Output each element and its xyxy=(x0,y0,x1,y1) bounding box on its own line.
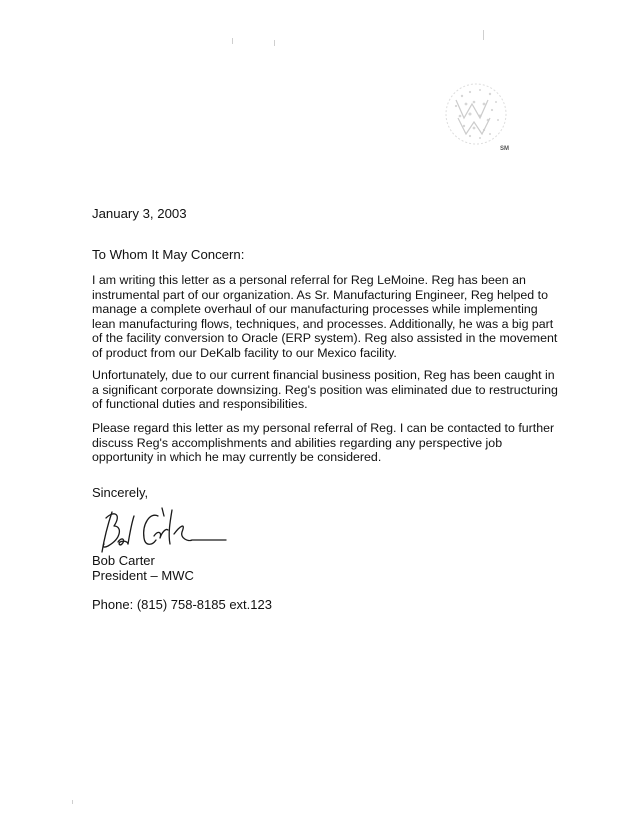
scan-speck xyxy=(72,800,73,804)
body-paragraph-3: Please regard this letter as my personal referral of Reg. I can be contacted to further discuss Reg's accomplishments and abilities regarding any perspective job opportunity in which he may currently be considered. xyxy=(92,421,555,465)
handwritten-signature-icon xyxy=(92,500,232,560)
body-paragraph-1: I am writing this letter as a personal referral for Reg LeMoine. Reg has been an instrumental part of our organization. As Sr. Manufacturing Engineer, Reg helped to manage a complete overhaul of our manufacturing processes while implementing lean manufacturing flows, techniques, and processes. Additionally, he was a big part of the facility conversion to Oracle (ERP system). Reg also assisted in the movement of product from our DeKalb facility to our Mexico facility. xyxy=(92,273,558,360)
scan-speck xyxy=(483,30,484,40)
body-paragraph-2: Unfortunately, due to our current financial business position, Reg has been caught in a significant corporate downsizing. Reg's position was eliminated due to restructuring of functional duties and responsibilities. xyxy=(92,368,558,412)
company-logo xyxy=(440,78,524,158)
closing: Sincerely, xyxy=(92,485,149,500)
signer-name: Bob Carter xyxy=(92,553,155,568)
scan-speck xyxy=(274,40,275,46)
signature xyxy=(92,500,232,560)
mwc-logo-icon xyxy=(440,78,524,158)
signer-title: President – MWC xyxy=(92,568,194,583)
scan-speck xyxy=(232,38,233,44)
letter-date: January 3, 2003 xyxy=(92,206,187,221)
phone-number: Phone: (815) 758-8185 ext.123 xyxy=(92,597,272,612)
salutation: To Whom It May Concern: xyxy=(92,247,245,262)
logo-mark-text: SM xyxy=(500,146,509,152)
